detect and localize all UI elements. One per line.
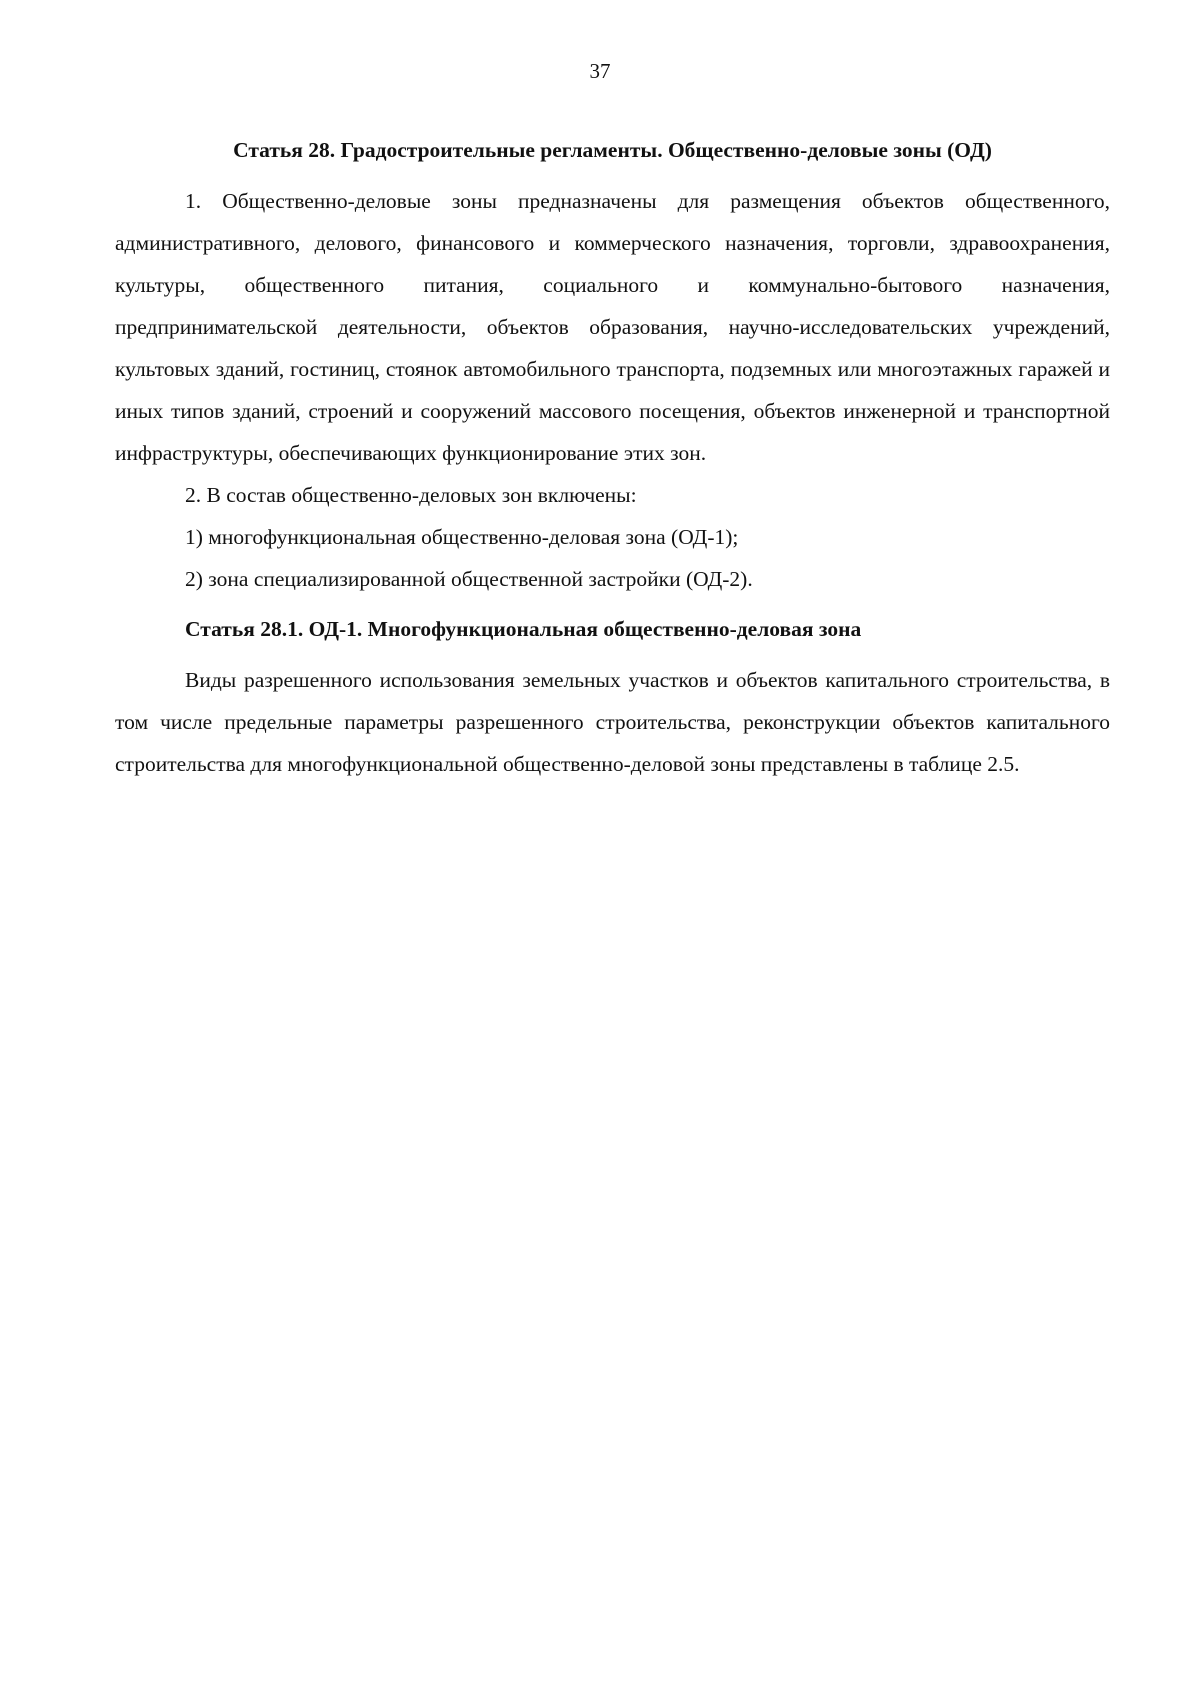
page-number: 37 bbox=[589, 59, 611, 83]
article-28-1-paragraph-1: Виды разрешенного использования земельных участков и объектов капитального строительства, в том числе предельные параметры разрешенного строительства, реконструкции объектов капитального строительства для многофункциональной общественно-деловой зоны представлены в таблице 2.5. bbox=[115, 668, 1110, 776]
article-28-list-item-1: 1) многофункциональная общественно-деловая зона (ОД-1); bbox=[185, 525, 739, 549]
article-28-title: Статья 28. Градостроительные регламенты. Общественно-деловые зоны (ОД) bbox=[233, 138, 992, 162]
article-28-1-title: Статья 28.1. ОД-1. Многофункциональная общественно-деловая зона bbox=[185, 617, 862, 641]
article-28-list-item-2: 2) зона специализированной общественной застройки (ОД-2). bbox=[185, 567, 753, 591]
document-body bbox=[115, 129, 1110, 785]
article-28-paragraph-1: 1. Общественно-деловые зоны предназначены для размещения объектов общественного, административного, делового, финансового и коммерческого назначения, торговли, здравоохранения, культуры, общественного питания, социального и коммунально-бытового назначения, предпринимательской деятельности, объектов образования, научно-исследовательских учреждений, культовых зданий, гостиниц, стоянок автомобильного транспорта, подземных или многоэтажных гаражей и иных типов зданий, строений и сооружений массового посещения, объектов инженерной и транспортной инфраструктуры, обеспечивающих функционирование этих зон. bbox=[115, 189, 1110, 465]
article-28-paragraph-2: 2. В состав общественно-деловых зон включены: bbox=[185, 483, 637, 507]
